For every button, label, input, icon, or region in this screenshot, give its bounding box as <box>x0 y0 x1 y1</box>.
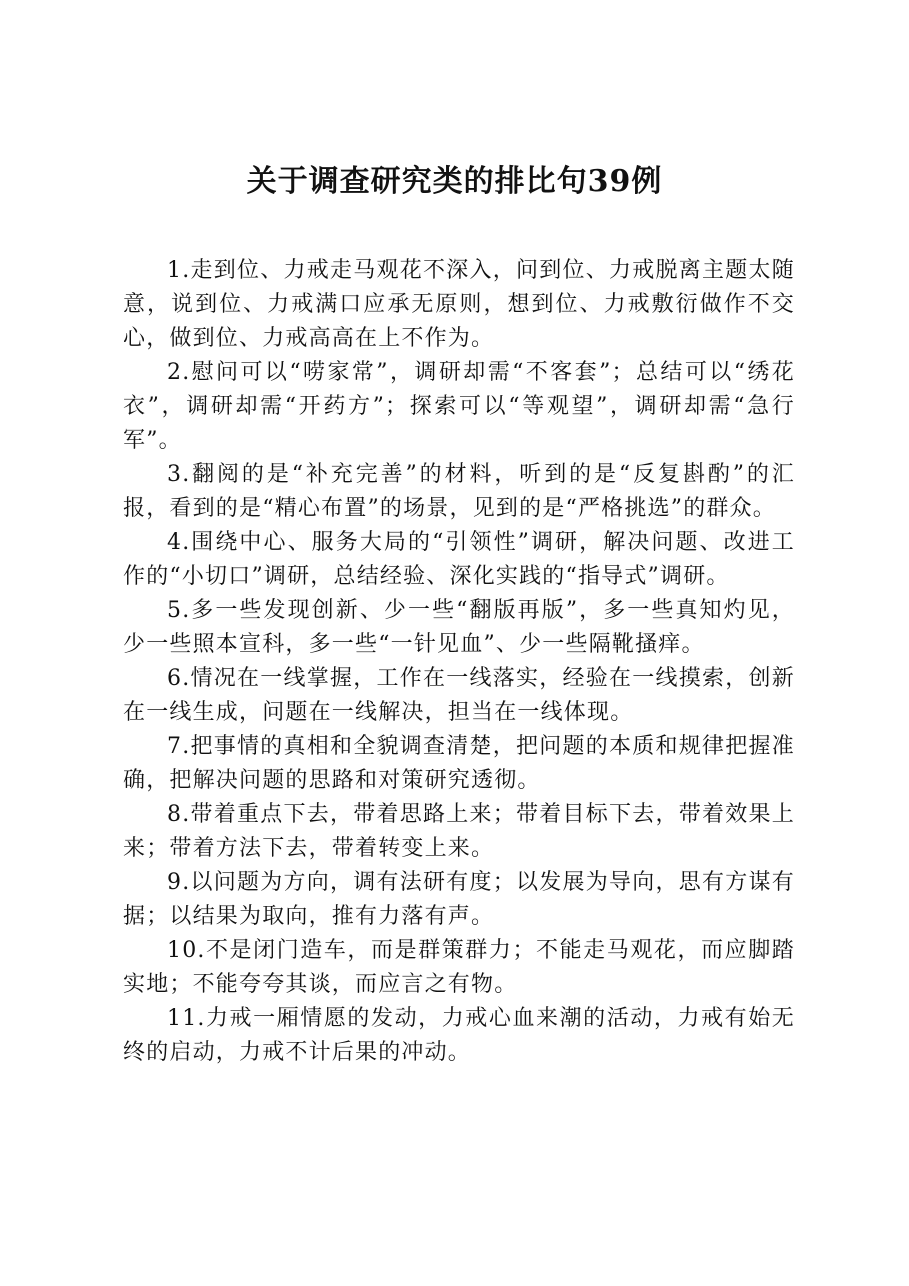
document-body <box>123 254 795 1070</box>
paragraph-4: 4.围绕中心、服务大局的“引领性”调研，解决问题、改进工作的“小切口”调研，总结经验、深化实践的“指导式”调研。 <box>123 530 795 589</box>
paragraph-3: 3.翻阅的是“补充完善”的材料，听到的是“反复斟酌”的汇报，看到的是“精心布置”的场景，见到的是“严格挑选”的群众。 <box>123 462 795 521</box>
paragraph-5: 5.多一些发现创新、少一些“翻版再版”，多一些真知灼见，少一些照本宣科，多一些“一针见血”、少一些隔靴搔痒。 <box>123 598 795 657</box>
paragraph-6: 6.情况在一线掌握，工作在一线落实，经验在一线摸索，创新在一线生成，问题在一线解决，担当在一线体现。 <box>123 666 795 725</box>
document-title: 关于调查研究类的排比句39例 <box>246 164 663 199</box>
paragraph-10: 10.不是闭门造车，而是群策群力；不能走马观花，而应脚踏实地；不能夸夸其谈，而应言之有物。 <box>123 938 795 997</box>
paragraph-2: 2.慰问可以“唠家常”，调研却需“不客套”；总结可以“绣花衣”，调研却需“开药方”；探索可以“等观望”，调研却需“急行军”。 <box>123 360 795 453</box>
paragraph-11: 11.力戒一厢情愿的发动，力戒心血来潮的活动，力戒有始无终的启动，力戒不计后果的冲动。 <box>123 1006 795 1065</box>
paragraph-8: 8.带着重点下去，带着思路上来；带着目标下去，带着效果上来；带着方法下去，带着转变上来。 <box>123 802 795 861</box>
paragraph-9: 9.以问题为方向，调有法研有度；以发展为导向，思有方谋有据；以结果为取向，推有力落有声。 <box>123 870 795 929</box>
paragraph-7: 7.把事情的真相和全貌调查清楚，把问题的本质和规律把握准确，把解决问题的思路和对策研究透彻。 <box>123 734 795 793</box>
paragraph-1: 1.走到位、力戒走马观花不深入，问到位、力戒脱离主题太随意，说到位、力戒满口应承无原则，想到位、力戒敷衍做作不交心，做到位、力戒高高在上不作为。 <box>123 258 795 351</box>
